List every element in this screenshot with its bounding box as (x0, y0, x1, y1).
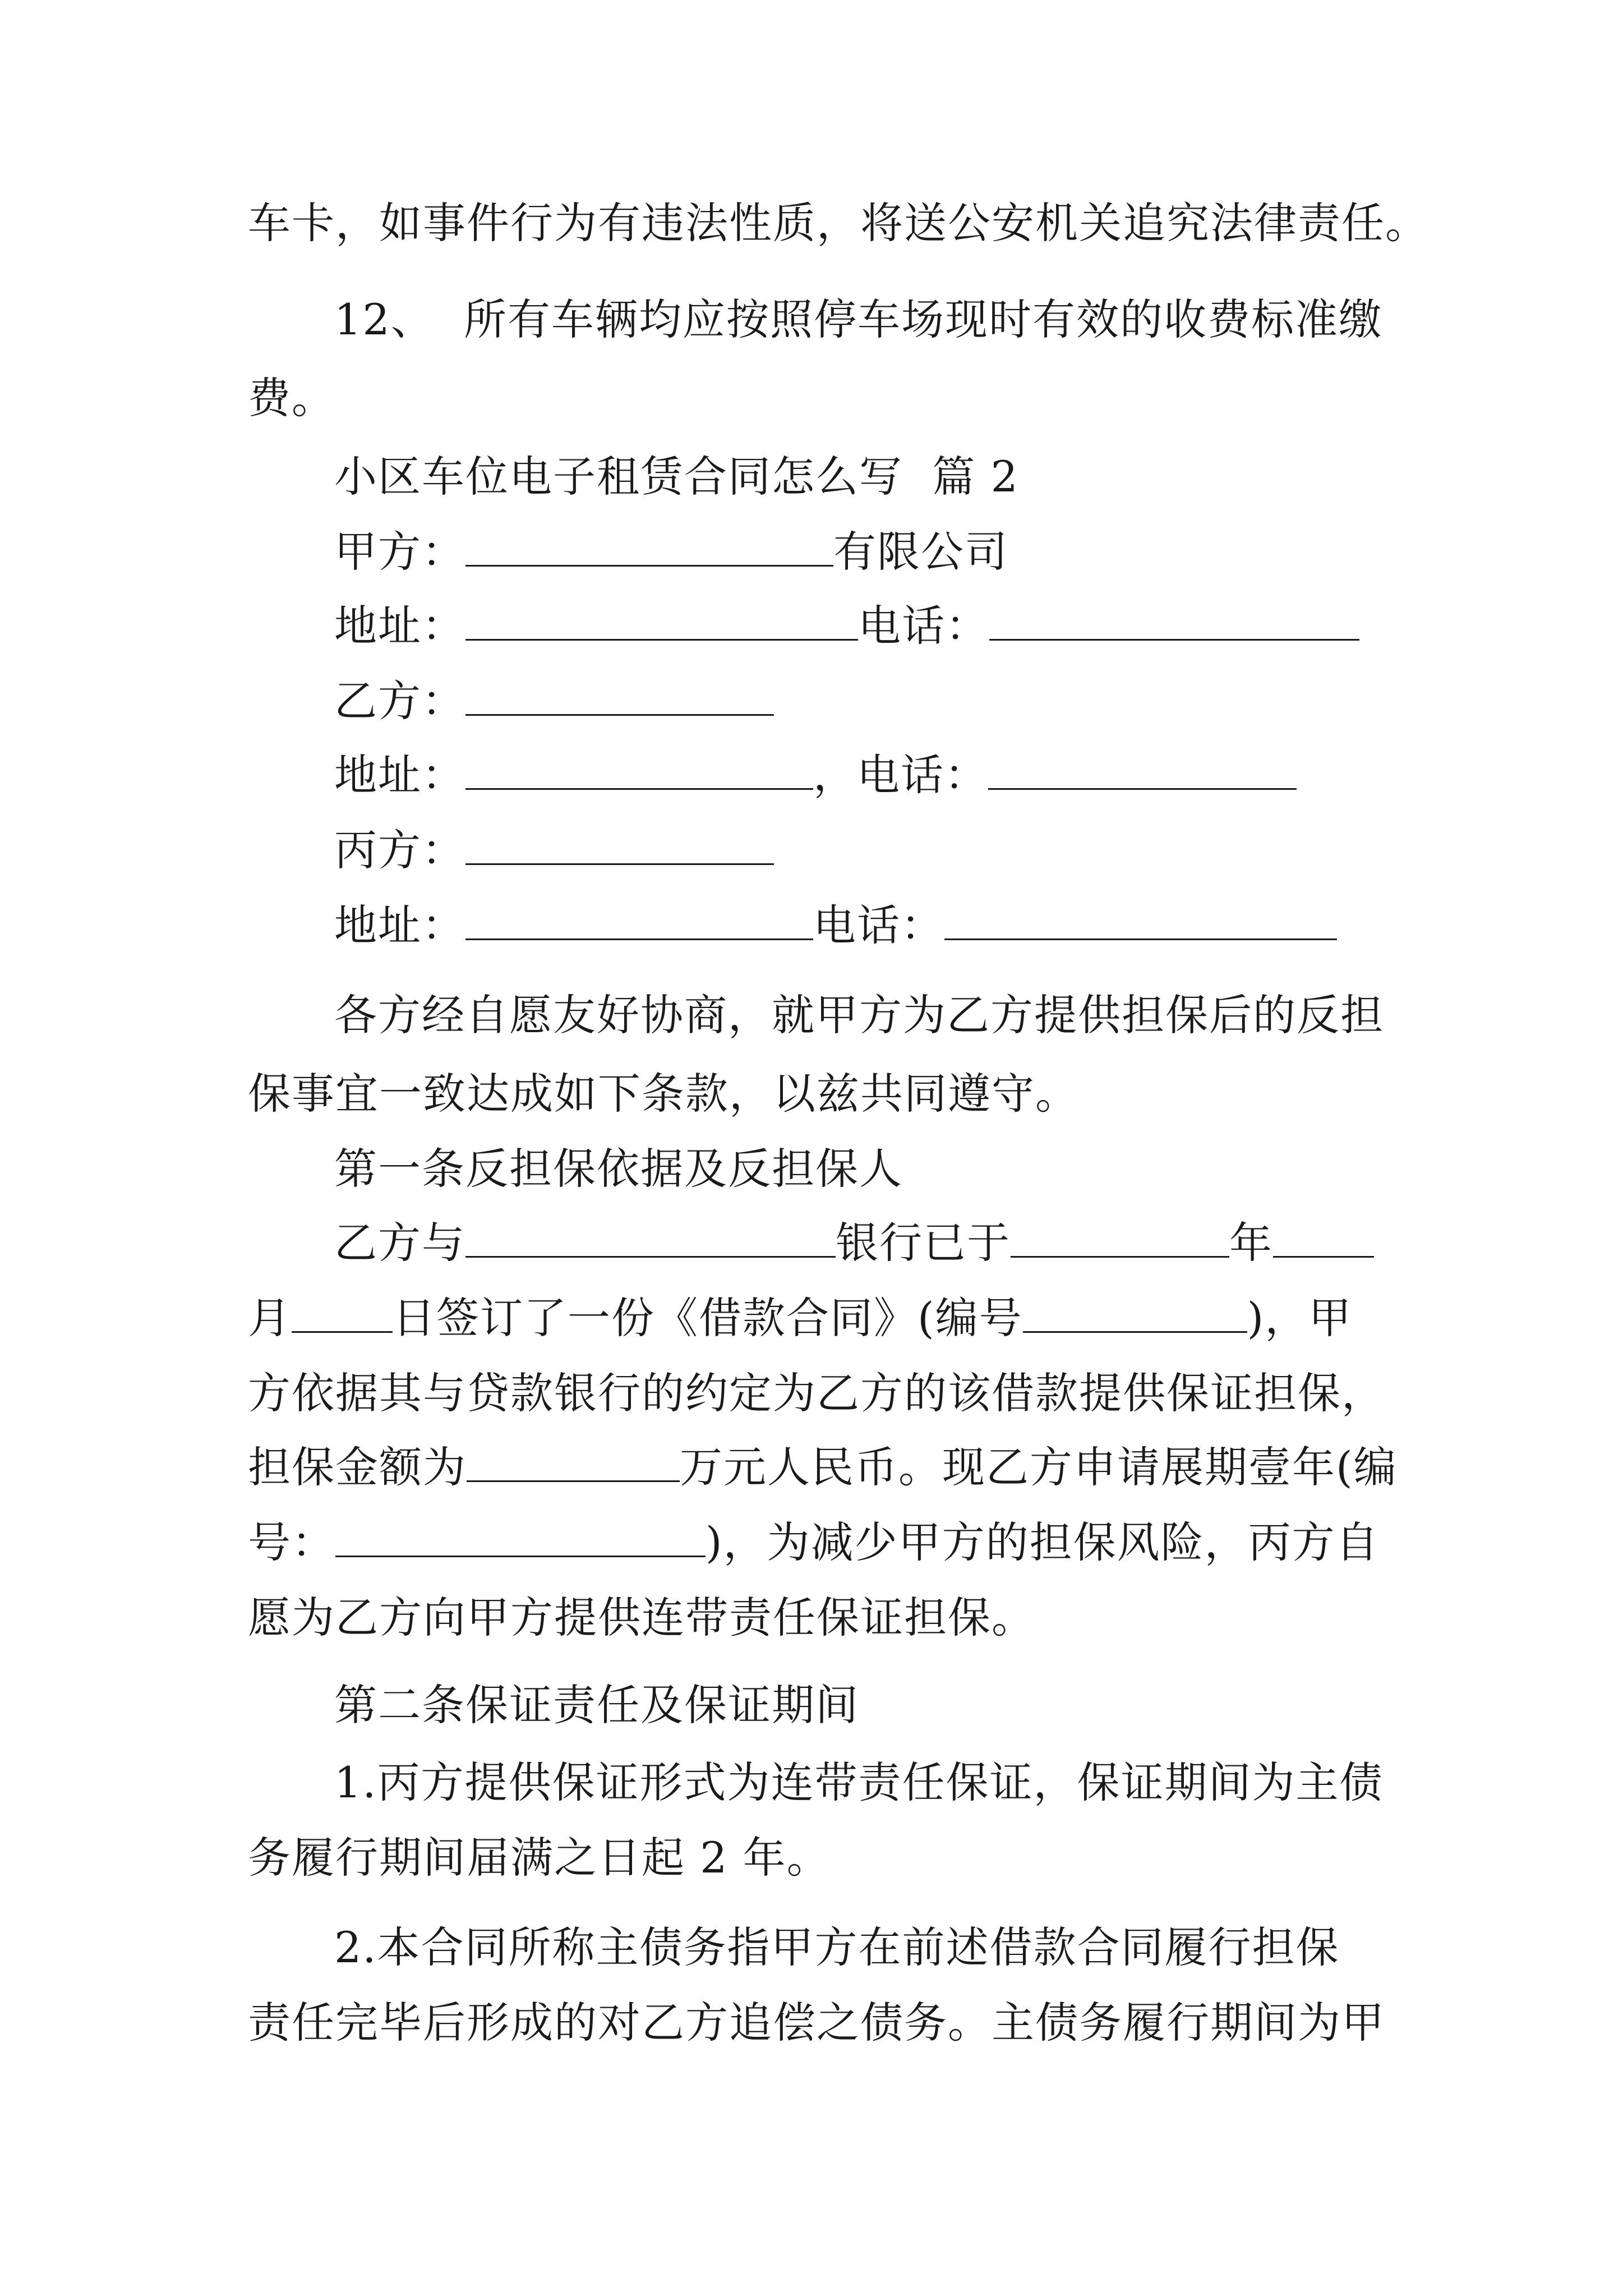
fill-blank (1273, 1221, 1374, 1258)
fill-blank (465, 679, 774, 716)
text-line: 乙方与 银行已于 年 (334, 1215, 1478, 1271)
text-line: 12、 所有车辆均应按照停车场现时有效的收费标准缴 (334, 295, 1383, 344)
fill-blank (292, 1296, 393, 1333)
text-line: 车卡，如事件行为有违法性质，将送公安机关追究法律责任。 (248, 198, 1429, 248)
fill-blank (989, 604, 1359, 641)
text-line: 担保金额为 万元人民币。现乙方申请展期壹年(编 (248, 1442, 1398, 1492)
fill-blank (465, 753, 813, 790)
address-line: 地址： ，电话： (334, 747, 1478, 803)
fill-blank (1023, 1296, 1247, 1333)
text-line: 费。 (248, 373, 335, 423)
fill-blank (467, 1446, 680, 1482)
address-line: 地址： 电话： (334, 898, 1478, 954)
party-c-line: 丙方： (334, 822, 1478, 878)
article-heading: 第二条保证责任及保证期间 (334, 1680, 859, 1730)
fill-blank (465, 1221, 836, 1258)
text-line: 务履行期间届满之日起 2 年。 (248, 1833, 831, 1883)
text-line: 保事宜一致达成如下条款，以兹共同遵守。 (248, 1069, 1079, 1119)
text-line: 方依据其与贷款银行的约定为乙方的该借款提供保证担保， (248, 1368, 1385, 1418)
fill-blank (1011, 1221, 1229, 1258)
text-line: 各方经自愿友好协商，就甲方为乙方提供担保后的反担 (334, 990, 1384, 1040)
text-line: 2.本合同所称主债务指甲方在前述借款合同履行担保 (334, 1922, 1340, 1972)
party-b-line: 乙方： (334, 673, 1478, 729)
fill-blank (465, 530, 833, 567)
article-heading: 第一条反担保依据及反担保人 (334, 1144, 903, 1194)
fill-blank (335, 1521, 706, 1557)
text-line: 责任完毕后形成的对乙方追偿之债务。主债务履行期间为甲 (248, 1998, 1385, 2047)
text-line: 号： )，为减少甲方的担保风险，丙方自 (248, 1517, 1380, 1567)
section-heading: 小区车位电子租赁合同怎么写 篇 2 (334, 452, 1019, 501)
address-line: 地址： 电话： (334, 598, 1478, 654)
fill-blank (988, 753, 1297, 790)
fill-blank (465, 904, 813, 940)
text-line: 月 日签订了一份《借款合同》(编号 )，甲 (248, 1293, 1353, 1343)
fill-blank (465, 604, 858, 641)
text-line: 愿为乙方向甲方提供连带责任保证担保。 (248, 1593, 1035, 1642)
fill-blank (944, 904, 1337, 940)
fill-blank (465, 829, 774, 865)
text-line: 1.丙方提供保证形式为连带责任保证，保证期间为主债 (334, 1757, 1384, 1807)
party-a-line: 甲方： 有限公司 (334, 527, 1008, 577)
